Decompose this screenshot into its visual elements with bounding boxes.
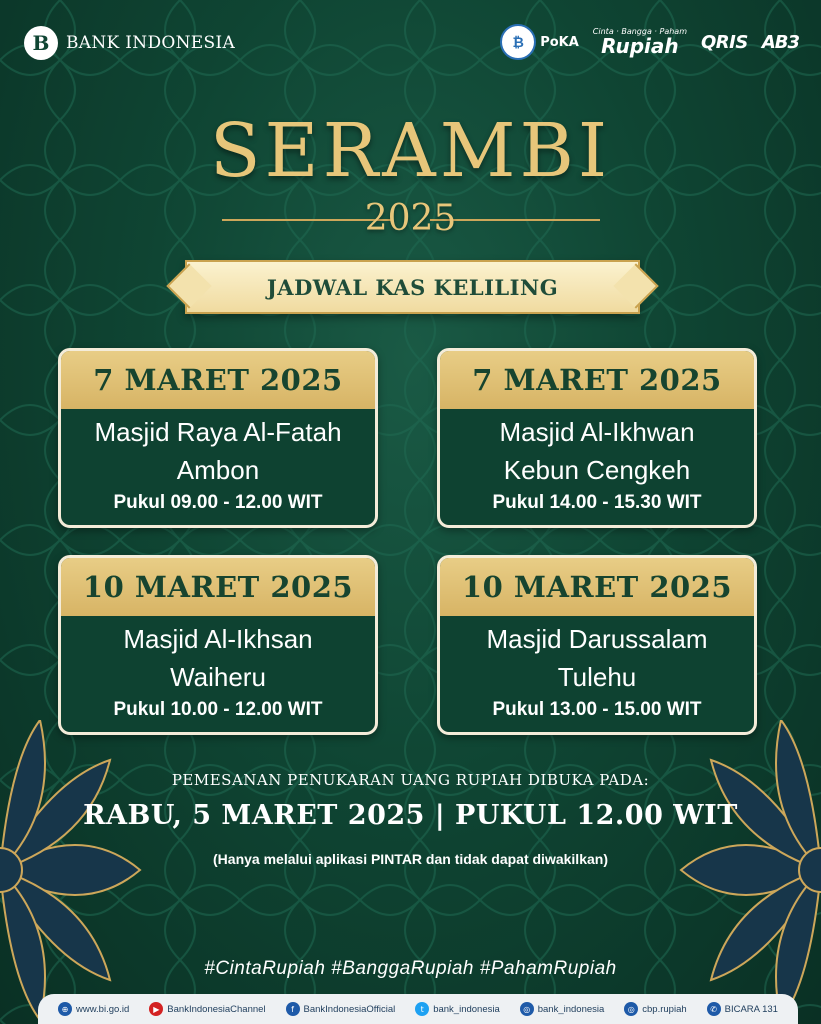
schedule-card <box>437 348 757 528</box>
footer-label: bank_indonesia <box>433 1003 500 1015</box>
social-footer <box>38 994 798 1024</box>
venue-line-2: Kebun Cengkeh <box>503 455 691 485</box>
schedule-time: Pukul 10.00 - 12.00 WIT <box>113 699 323 720</box>
footer-hotline[interactable] <box>707 1002 778 1016</box>
bank-indonesia-emblem: B <box>24 26 58 60</box>
cinta-bangga-paham-rupiah-logo <box>593 28 687 56</box>
venue-line-1: Masjid Al-Ikhwan <box>499 417 695 447</box>
youtube-icon: ▶ <box>149 1002 163 1016</box>
qris-logo: QRIS <box>700 31 748 53</box>
footer-instagram-cbp[interactable] <box>624 1002 686 1016</box>
footer-label: cbp.rupiah <box>642 1003 687 1015</box>
hashtags: #CintaRupiah #BanggaRupiah #PahamRupiah <box>204 958 617 979</box>
schedule-card <box>437 555 757 735</box>
footer-youtube[interactable] <box>149 1002 265 1016</box>
venue-name <box>61 413 375 489</box>
booking-date: RABU, 5 MARET 2025 | PUKUL 12.00 WIT <box>83 800 738 831</box>
schedule-time: Pukul 13.00 - 15.00 WIT <box>492 699 702 720</box>
footer-label: BankIndonesiaChannel <box>167 1003 266 1015</box>
footer-label: bank_indonesia <box>537 1003 605 1015</box>
phone-icon: ✆ <box>707 1002 721 1016</box>
poka-emblem: ₿ <box>500 24 536 60</box>
footer-twitter[interactable] <box>415 1002 500 1016</box>
footer-label: BankIndonesiaOfficial <box>303 1003 396 1015</box>
venue-line-1: Masjid Al-Ikhsan <box>123 624 313 654</box>
schedule-date: 7 MARET 2025 <box>61 351 375 409</box>
footer-label: BICARA 131 <box>724 1003 778 1015</box>
venue-line-2: Waiheru <box>170 662 266 692</box>
schedule-banner <box>185 260 640 314</box>
venue-name <box>440 413 754 489</box>
bank-indonesia-logo <box>24 26 235 60</box>
venue-line-2: Ambon <box>176 455 260 485</box>
schedule-card <box>58 348 378 528</box>
bank-indonesia-name: BANK INDONESIA <box>66 33 236 53</box>
venue-name <box>61 620 375 696</box>
event-title: SERAMBI <box>209 108 612 194</box>
footer-facebook[interactable] <box>286 1002 396 1016</box>
venue-line-2: Tulehu <box>557 662 637 692</box>
schedule-banner-text: JADWAL KAS KELILING <box>266 274 559 300</box>
twitter-icon: t <box>415 1002 429 1016</box>
schedule-date: 7 MARET 2025 <box>440 351 754 409</box>
cbp-label: Rupiah <box>601 34 679 58</box>
instagram-icon: ◎ <box>624 1002 638 1016</box>
schedule-time: Pukul 09.00 - 12.00 WIT <box>113 492 323 513</box>
event-year: 2025 <box>364 198 457 239</box>
globe-icon: ⊕ <box>58 1002 72 1016</box>
footer-instagram[interactable] <box>520 1002 605 1016</box>
poka-label: PoKA <box>540 34 579 50</box>
instagram-icon: ◎ <box>520 1002 534 1016</box>
facebook-icon: f <box>286 1002 300 1016</box>
partner-logos <box>500 24 799 60</box>
schedule-date: 10 MARET 2025 <box>440 558 754 616</box>
venue-line-1: Masjid Darussalam <box>486 624 708 654</box>
cbp-tagline: Cinta · Bangga · Paham <box>592 27 687 36</box>
poka-logo <box>500 24 579 60</box>
schedule-date: 10 MARET 2025 <box>61 558 375 616</box>
venue-line-1: Masjid Raya Al-Fatah <box>94 417 342 447</box>
footer-label: www.bi.go.id <box>75 1003 130 1015</box>
ab3-logo: AB3 <box>761 31 799 53</box>
venue-name <box>440 620 754 696</box>
booking-note: (Hanya melalui aplikasi PINTAR dan tidak dapat diwakilkan) <box>213 851 608 867</box>
schedule-time: Pukul 14.00 - 15.30 WIT <box>492 492 702 513</box>
booking-label: PEMESANAN PENUKARAN UANG RUPIAH DIBUKA PADA: <box>171 771 650 789</box>
footer-website[interactable] <box>58 1002 129 1016</box>
schedule-card <box>58 555 378 735</box>
